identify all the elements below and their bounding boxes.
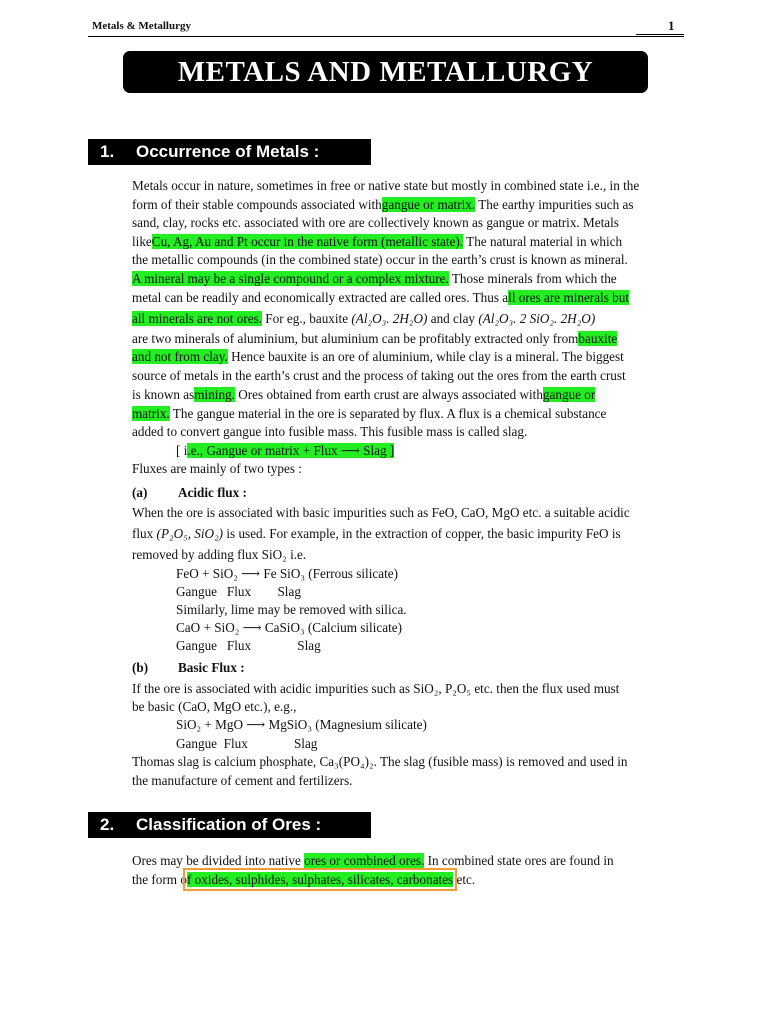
highlight: ll ores are minerals but: [508, 290, 630, 305]
text-line: is known asmining. Ores obtained from earth crust are always associated withgangue or: [132, 387, 596, 402]
highlight: .e., Gangue or matrix + Flux ⟶ Slag ]: [187, 443, 395, 458]
equation: SiO₂ + MgO ⟶ MgSiO₃ (Magnesium silicate): [176, 717, 427, 732]
highlight: and not from clay.: [132, 349, 228, 364]
text-line: When the ore is associated with basic impurities such as FeO, CaO, MgO etc. a suitable acidic: [132, 505, 630, 520]
highlight: all minerals are not ores.: [132, 311, 262, 326]
text-line: removed by adding flux SiO₂ i.e.: [132, 547, 307, 562]
equation-labels: Gangue Flux Slag: [176, 584, 301, 599]
text-line: Thomas slag is calcium phosphate, Ca₃(PO₄)₂. The slag (fusible mass) is removed and used in: [132, 754, 628, 769]
subheading-acidic: (a) Acidic flux :: [132, 485, 247, 500]
formula-bauxite: (Al₂O₃. 2H₂O): [351, 311, 428, 326]
text-line: are two minerals of aluminium, but aluminium can be profitably extracted only frombauxite: [132, 331, 618, 346]
page-number: 1: [668, 18, 675, 33]
page-number-rule: [636, 34, 684, 35]
highlight: Cu, Ag, Au and Pt occur in the native form (metallic state).: [151, 234, 464, 249]
text-line: Fluxes are mainly of two types :: [132, 461, 302, 476]
text-line: the metallic compounds (in the combined state) occur in the earth’s crust is known as mineral.: [132, 252, 628, 267]
text-line: and not from clay. Hence bauxite is an ore of aluminium, while clay is a mineral. The biggest: [132, 349, 624, 364]
equation: CaO + SiO₂ ⟶ CaSiO₃ (Calcium silicate): [176, 620, 402, 635]
equation-labels: Gangue Flux Slag: [176, 736, 318, 751]
section-number: 1.: [100, 142, 115, 161]
highlight: gangue or matrix.: [381, 197, 476, 212]
text-line: Similarly, lime may be removed with silica.: [176, 602, 407, 617]
highlight: f oxides, sulphides, sulphates, silicates, carbonates: [186, 872, 454, 887]
formula-clay: (Al₂O₃. 2 SiO₂. 2H₂O): [478, 311, 596, 326]
highlight: matrix.: [132, 406, 170, 421]
section-heading-2: [88, 812, 371, 838]
text-line: be basic (CaO, MgO etc.), e.g.,: [132, 699, 297, 714]
section-title: Classification of Ores :: [136, 815, 322, 834]
text-line: the form of oxides, sulphides, sulphates, silicates, carbonates etc.: [132, 872, 476, 887]
subheading-basic: (b) Basic Flux :: [132, 660, 245, 675]
text-line: source of metals in the earth’s crust and the process of taking out the ores from the earth crust: [132, 368, 626, 383]
boxed-annotation: [187, 872, 453, 887]
text-line: matrix. The gangue material in the ore is separated by flux. A flux is a chemical substance: [132, 406, 607, 421]
highlight: A mineral may be a single compound or a complex mixture.: [132, 271, 449, 286]
text-line: A mineral may be a single compound or a complex mixture. Those minerals from which the: [132, 271, 617, 286]
highlight: mining.: [194, 387, 235, 402]
highlight: gangue or: [542, 387, 596, 402]
formula-flux: (P₂O₅, SiO₂): [156, 526, 224, 541]
section-heading-1: [88, 139, 371, 165]
text-line: metal can be readily and economically extracted are called ores. Thus all ores are minerals but: [132, 290, 630, 305]
text-line: likeCu, Ag, Au and Pt occur in the native form (metallic state). The natural material in which: [132, 234, 623, 249]
text-line: Ores may be divided into native ores or combined ores. In combined state ores are found in: [132, 853, 614, 868]
text-line: added to convert gangue into fusible mass. This fusible mass is called slag.: [132, 424, 528, 439]
header-rule: [88, 36, 684, 37]
text-line: [ i.e., Gangue or matrix + Flux ⟶ Slag ]: [176, 443, 395, 458]
text-line: sand, clay, rocks etc. associated with ore are collectively known as gangue or matrix. Metals: [132, 215, 619, 230]
text-line: If the ore is associated with acidic impurities such as SiO₂, P₂O₅ etc. then the flux used must: [132, 681, 620, 696]
highlight: bauxite: [578, 331, 618, 346]
section-title: Occurrence of Metals :: [136, 142, 320, 161]
header-title: Metals & Metallurgy: [92, 20, 191, 32]
text-line: all minerals are not ores. For eg., bauxite (Al₂O₃. 2H₂O) and clay (Al₂O₃. 2 SiO₂. 2H₂O): [132, 311, 596, 326]
title-banner: METALS AND METALLURGY: [123, 51, 648, 93]
section-number: 2.: [100, 815, 115, 834]
equation-labels: Gangue Flux Slag: [176, 638, 321, 653]
text-line: the manufacture of cement and fertilizers.: [132, 773, 353, 788]
equation: FeO + SiO₂ ⟶ Fe SiO₃ (Ferrous silicate): [176, 566, 398, 581]
text-line: Metals occur in nature, sometimes in free or native state but mostly in combined state i.e., in the: [132, 178, 640, 193]
highlight: ores or combined ores.: [304, 853, 425, 868]
text-line: flux (P₂O₅, SiO₂) is used. For example, in the extraction of copper, the basic impurity FeO is: [132, 526, 621, 541]
text-line: form of their stable compounds associated withgangue or matrix. The earthy impurities such as: [132, 197, 634, 212]
